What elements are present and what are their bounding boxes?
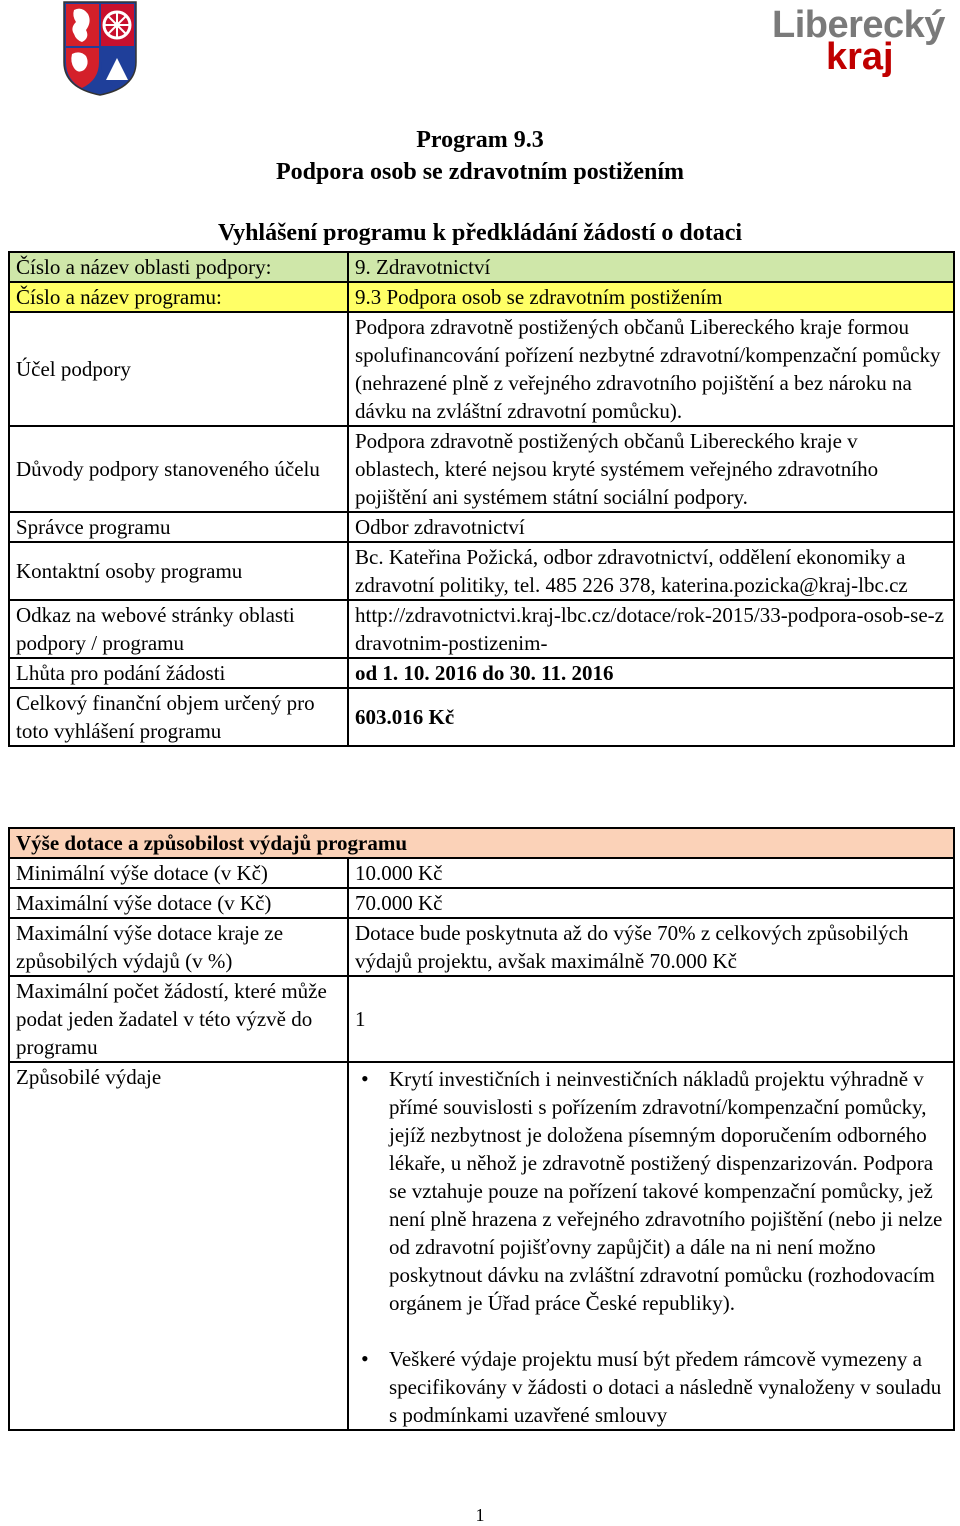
table-row	[9, 658, 954, 688]
pct-label: Maximální výše dotace kraje ze způsobilých výdajů (v %)	[9, 918, 348, 976]
max-label: Maximální výše dotace (v Kč)	[9, 888, 348, 918]
max-value: 70.000 Kč	[348, 888, 954, 918]
min-label: Minimální výše dotace (v Kč)	[9, 858, 348, 888]
table-row	[9, 688, 954, 746]
eligible-list	[355, 1065, 947, 1429]
logo-text-kraj: kraj	[826, 36, 894, 78]
pct-value: Dotace bude poskytnuta až do výše 70% z celkových způsobilých výdajů projektu, avšak maximálně 70.000 Kč	[348, 918, 954, 976]
web-label: Odkaz na webové stránky oblasti podpory / programu	[9, 600, 348, 658]
subsidy-table	[8, 827, 955, 1431]
table-row	[9, 600, 954, 658]
eligible-label: Způsobilé výdaje	[9, 1062, 348, 1430]
deadline-value: od 1. 10. 2016 do 30. 11. 2016	[348, 658, 954, 688]
table-row	[9, 312, 954, 426]
table-row	[9, 512, 954, 542]
area-label: Číslo a název oblasti podpory:	[9, 252, 348, 282]
reasons-label: Důvody podpory stanoveného účelu	[9, 426, 348, 512]
page-number: 1	[475, 1505, 485, 1525]
table-row	[9, 918, 954, 976]
table-row	[9, 426, 954, 512]
coat-of-arms-icon	[62, 0, 138, 96]
program-value: 9.3 Podpora osob se zdravotním postižením	[348, 282, 954, 312]
table-row	[9, 858, 954, 888]
area-value: 9. Zdravotnictví	[348, 252, 954, 282]
admin-value: Odbor zdravotnictví	[348, 512, 954, 542]
total-value: 603.016 Kč	[348, 688, 954, 746]
table-row	[9, 252, 954, 282]
purpose-value: Podpora zdravotně postižených občanů Libereckého kraje formou spolufinancování pořízení nezbytné zdravotní/kompenzační pomůcky (nehrazené plně z veřejného zdravotního pojištění a bez nároku na dávku na zvláštní zdravotní pomůcku).	[348, 312, 954, 426]
reasons-value: Podpora zdravotně postižených občanů Libereckého kraje v oblastech, které nejsou kryté systémem veřejného zdravotního pojištění ani systémem státní sociální podpory.	[348, 426, 954, 512]
count-label: Maximální počet žádostí, které může podat jeden žadatel v této výzvě do programu	[9, 976, 348, 1062]
contact-value: Bc. Kateřina Požická, odbor zdravotnictví, oddělení ekonomiky a zdravotní politiky, tel. 485 226 378, katerina.pozicka@kraj-lbc.cz	[348, 542, 954, 600]
admin-label: Správce programu	[9, 512, 348, 542]
list-item: • Krytí investičních i neinvestičních nákladů projektu výhradně v přímé souvislosti s pořízením zdravotní/kompenzační pomůcky, jejíž nezbytnost je doložena písemným doporučením odborného lékaře, u něhož je zdravotně postižený dispenzarizován. Podpora se vztahuje pouze na pořízení takové kompenzační pomůcky, jež není plně hrazena z veřejného zdravotního pojištění (nebo ji nelze od zdravotní pojišťovny zapůjčit) a dále na ni není možno poskytnout dávku na zvláštní zdravotní pomůcku (rozhodovacím orgánem je Úřad práce České republiky).	[389, 1065, 947, 1317]
eligible-list-cell	[348, 1062, 954, 1430]
count-value: 1	[348, 976, 954, 1062]
table-row	[9, 828, 954, 858]
program-name: Podpora osob se zdravotním postižením	[276, 159, 684, 185]
announcement-heading: Vyhlášení programu k předkládání žádostí o dotaci	[217, 220, 743, 246]
min-value: 10.000 Kč	[348, 858, 954, 888]
subsidy-heading: Výše dotace a způsobilost výdajů programu	[9, 828, 954, 858]
program-number: Program 9.3	[416, 127, 544, 153]
program-info-table	[8, 251, 955, 747]
table-row	[9, 542, 954, 600]
deadline-label: Lhůta pro podání žádosti	[9, 658, 348, 688]
table-row	[9, 888, 954, 918]
contact-label: Kontaktní osoby programu	[9, 542, 348, 600]
table-row	[9, 1062, 954, 1430]
total-label: Celkový finanční objem určený pro toto vyhlášení programu	[9, 688, 348, 746]
table-row	[9, 282, 954, 312]
logo-text: Liberecký	[772, 4, 945, 46]
program-label: Číslo a název programu:	[9, 282, 348, 312]
table-row	[9, 976, 954, 1062]
web-link[interactable]: http://zdravotnictvi.kraj-lbc.cz/dotace/rok-2015/33-podpora-osob-se-zdravotnim-postizenim-	[348, 600, 954, 658]
list-item: • Veškeré výdaje projektu musí být předem rámcově vymezeny a specifikovány v žádosti o dotaci a následně vynaloženy v souladu s podmínkami uzavřené smlouvy	[389, 1345, 947, 1429]
purpose-label: Účel podpory	[9, 312, 348, 426]
